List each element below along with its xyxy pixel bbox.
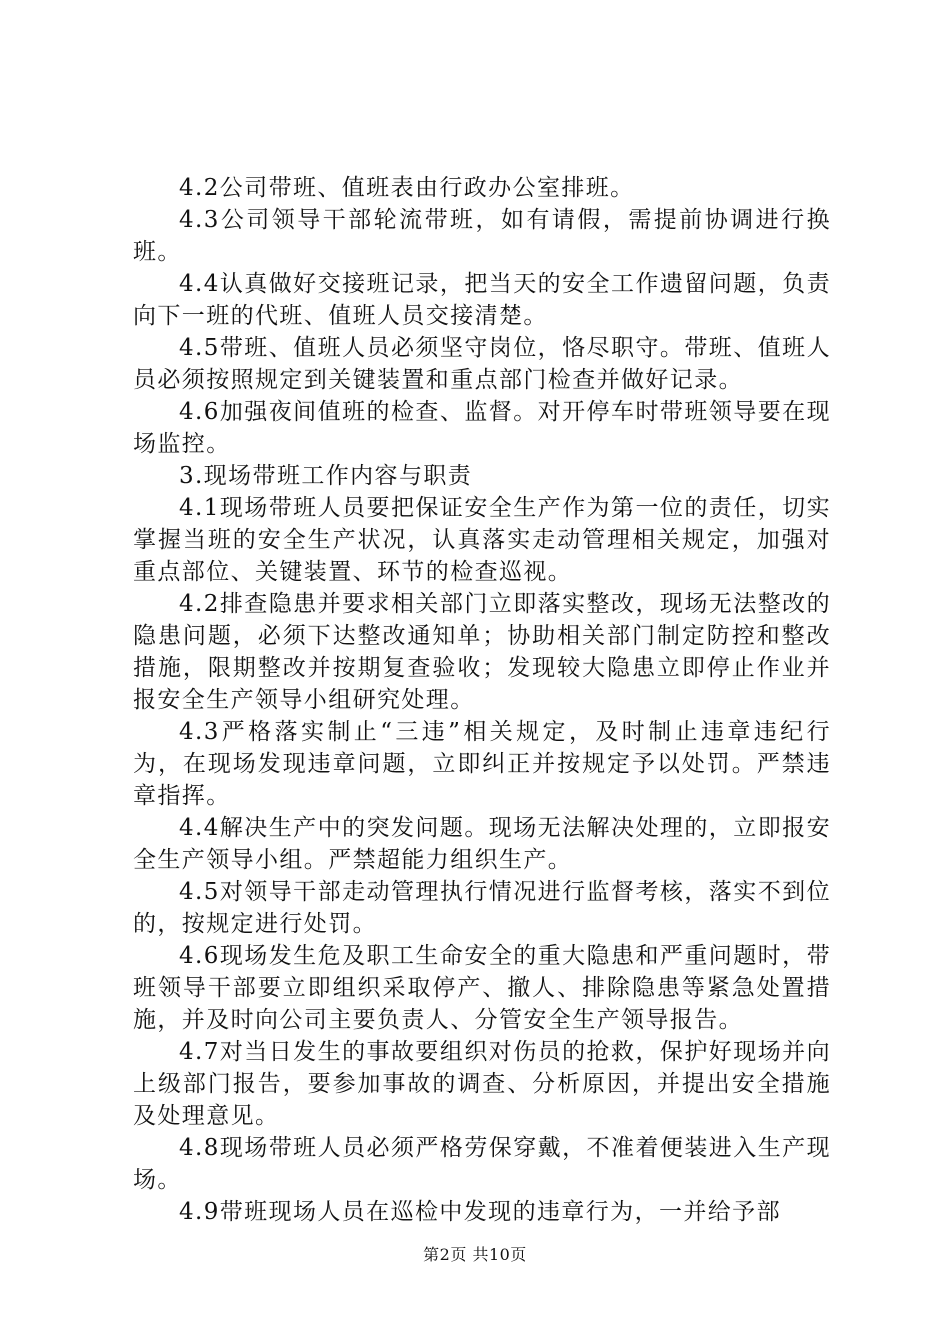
paragraph: 4.4认真做好交接班记录，把当天的安全工作遗留问题，负责向下一班的代班、值班人员交接清楚。 <box>133 271 831 329</box>
page-footer: 第2页 共10页 <box>423 1245 527 1264</box>
paragraph: 4.3公司领导干部轮流带班，如有请假，需提前协调进行换班。 <box>133 207 831 265</box>
paragraph: 4.8现场带班人员必须严格劳保穿戴，不准着便装进入生产现场。 <box>133 1135 831 1193</box>
paragraph: 4.9带班现场人员在巡检中发现的违章行为，一并给予部 <box>179 1199 781 1225</box>
paragraph: 4.5带班、值班人员必须坚守岗位，恪尽职守。带班、值班人员必须按照规定到关键装置和重点部门检查并做好记录。 <box>133 335 831 393</box>
paragraph: 4.2排查隐患并要求相关部门立即落实整改，现场无法整改的隐患问题，必须下达整改通知单；协助相关部门制定防控和整改措施，限期整改并按期复查验收；发现较大隐患立即停止作业并报安全生产领导小组研究处理。 <box>133 591 831 713</box>
paragraph: 4.6加强夜间值班的检查、监督。对开停车时带班领导要在现场监控。 <box>133 399 831 457</box>
paragraph: 4.7对当日发生的事故要组织对伤员的抢救，保护好现场并向上级部门报告，要参加事故的调查、分析原因，并提出安全措施及处理意见。 <box>133 1039 831 1129</box>
paragraph: 4.4解决生产中的突发问题。现场无法解决处理的，立即报安全生产领导小组。严禁超能力组织生产。 <box>133 815 831 873</box>
paragraph: 4.6现场发生危及职工生命安全的重大隐患和严重问题时，带班领导干部要立即组织采取停产、撤人、排除隐患等紧急处置措施，并及时向公司主要负责人、分管安全生产领导报告。 <box>133 943 831 1033</box>
paragraph: 4.1现场带班人员要把保证安全生产作为第一位的责任，切实掌握当班的安全生产状况，认真落实走动管理相关规定，加强对重点部位、关键装置、环节的检查巡视。 <box>133 495 831 585</box>
paragraph: 4.3严格落实制止“三违”相关规定，及时制止违章违纪行为，在现场发现违章问题，立即纠正并按规定予以处罚。严禁违章指挥。 <box>133 719 831 809</box>
paragraph: 4.5对领导干部走动管理执行情况进行监督考核，落实不到位的，按规定进行处罚。 <box>133 879 831 937</box>
document-body <box>133 172 831 1228</box>
section-heading: 3.现场带班工作内容与职责 <box>179 463 473 489</box>
paragraph: 4.2公司带班、值班表由行政办公室排班。 <box>179 175 635 201</box>
